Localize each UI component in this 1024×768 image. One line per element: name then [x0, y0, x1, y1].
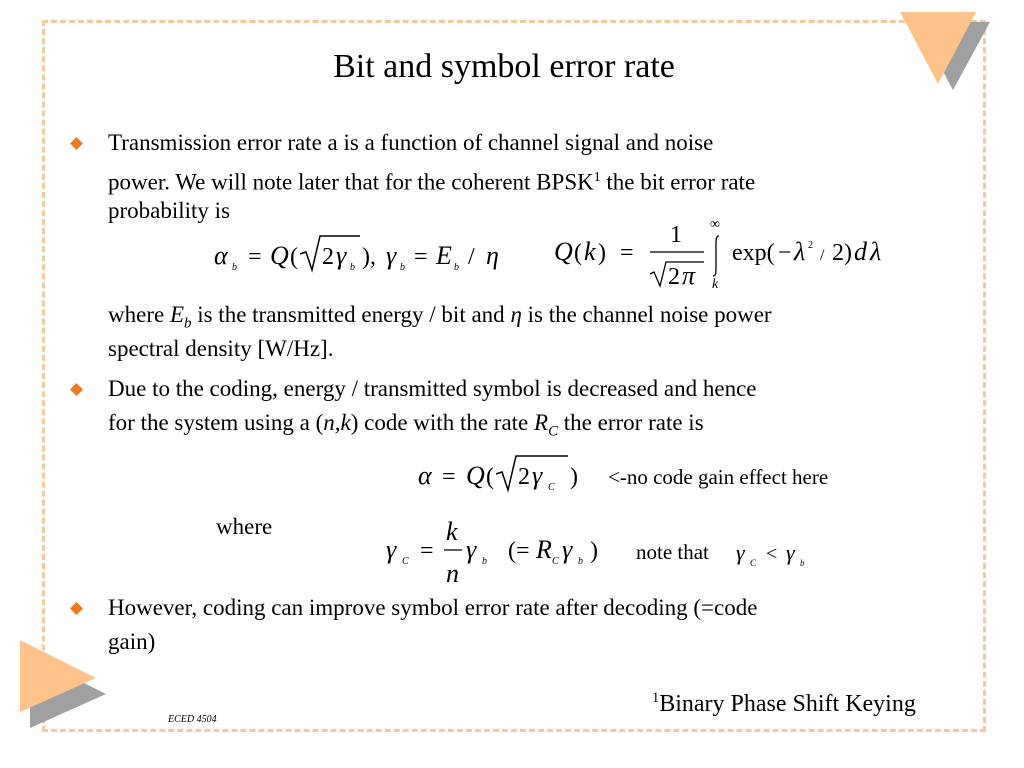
bullet-1-line-3: probability is [108, 198, 231, 223]
bullet-2-line-1: Due to the coding, energy / transmitted symbol is decreased and hence [108, 376, 757, 401]
equation-gamma-inequality [734, 536, 818, 570]
equation-q-function [552, 212, 922, 292]
svg-text:(: ( [290, 244, 298, 270]
svg-text:=: = [442, 464, 456, 490]
svg-text:=: = [620, 240, 634, 266]
svg-text:(: ( [574, 240, 582, 266]
svg-text:d: d [854, 237, 867, 266]
svg-text:k: k [446, 517, 458, 546]
svg-text:C: C [548, 482, 555, 493]
bullet-1-line-2: power. We will note later that for the coherent BPSK$^1$ the bit error rate [108, 169, 756, 195]
svg-text:=: = [414, 244, 428, 270]
svg-text:η: η [486, 241, 499, 270]
svg-text:Q: Q [270, 241, 289, 270]
svg-text:): ) [570, 464, 578, 490]
svg-text:=: = [248, 244, 262, 270]
svg-text:k: k [712, 277, 719, 292]
equation-gamma-c [384, 512, 634, 588]
svg-text:): ) [598, 240, 606, 266]
svg-text:(: ( [486, 464, 494, 490]
where-eb-line-2: spectral density [W/Hz]. [108, 336, 334, 361]
diamond-bullet-icon [70, 137, 83, 150]
corner-triangle-bottom-left [18, 638, 118, 728]
svg-text:α: α [214, 241, 228, 270]
slide-title: Bit and symbol error rate [333, 48, 675, 85]
svg-text:E: E [436, 241, 452, 270]
svg-text:b: b [578, 556, 583, 567]
equation-alpha-b [210, 232, 530, 278]
footer-course-label: ECED 4504 [168, 714, 217, 725]
svg-text:b: b [400, 262, 405, 273]
svg-text:γ: γ [532, 461, 543, 490]
svg-text:λ: λ [794, 237, 806, 266]
svg-text:exp(: exp( [732, 240, 775, 266]
footnote: $^1$Binary Phase Shift Keying [652, 690, 916, 717]
svg-text:γ: γ [562, 535, 573, 564]
svg-text:b: b [350, 262, 355, 273]
svg-text:k: k [584, 237, 596, 266]
svg-text:/: / [820, 247, 825, 264]
svg-text:2: 2 [668, 264, 680, 290]
svg-text:2): 2) [832, 240, 852, 266]
svg-text:R: R [536, 535, 552, 564]
svg-text:2: 2 [322, 244, 334, 270]
svg-text:γ: γ [736, 540, 745, 565]
svg-text:2: 2 [518, 464, 530, 490]
bullet-3-line-2: gain) [108, 629, 156, 654]
svg-text:): ) [590, 538, 598, 564]
where-eb-line-1: where $E_b$ is the transmitted energy / bit and η is the channel noise power [108, 302, 772, 332]
svg-text:γ: γ [786, 540, 795, 565]
svg-text:(=: (= [508, 538, 530, 564]
equation-alpha-coded [416, 452, 596, 498]
svg-text:n: n [446, 559, 459, 588]
svg-text:γ: γ [386, 241, 397, 270]
note-that-label: note that [636, 540, 709, 564]
svg-text:−: − [778, 240, 792, 266]
bullet-3-line-1: However, coding can improve symbol error rate after decoding (=code [108, 595, 758, 620]
svg-text:λ: λ [870, 237, 882, 266]
diamond-bullet-icon [70, 602, 83, 615]
svg-text:γ: γ [386, 535, 397, 564]
svg-text:C: C [750, 558, 757, 568]
svg-text:γ: γ [336, 241, 347, 270]
svg-text:b: b [232, 262, 237, 273]
svg-text:π: π [682, 261, 696, 290]
svg-text:<: < [766, 543, 778, 565]
svg-text:),: ), [362, 244, 376, 270]
no-code-gain-note: <-no code gain effect here [608, 465, 829, 489]
diamond-bullet-icon [70, 383, 83, 396]
svg-text:C: C [402, 556, 409, 567]
svg-text:Q: Q [466, 461, 485, 490]
svg-text:b: b [800, 558, 805, 568]
svg-text:=: = [420, 538, 434, 564]
svg-text:b: b [482, 556, 487, 567]
svg-text:/: / [468, 244, 475, 270]
svg-text:γ: γ [466, 535, 477, 564]
bullet-2-line-2: for the system using a (n,k) code with the rate $R_C$ the error rate is [108, 410, 704, 440]
svg-text:C: C [552, 556, 559, 567]
where-label: where [216, 514, 273, 539]
svg-text:b: b [454, 262, 459, 273]
svg-text:2: 2 [808, 240, 813, 251]
bullet-1-line-1: Transmission error rate a is a function of channel signal and noise [108, 130, 714, 155]
svg-text:α: α [418, 461, 432, 490]
svg-text:1: 1 [670, 222, 682, 248]
svg-text:∞: ∞ [710, 217, 720, 232]
svg-text:Q: Q [554, 237, 573, 266]
